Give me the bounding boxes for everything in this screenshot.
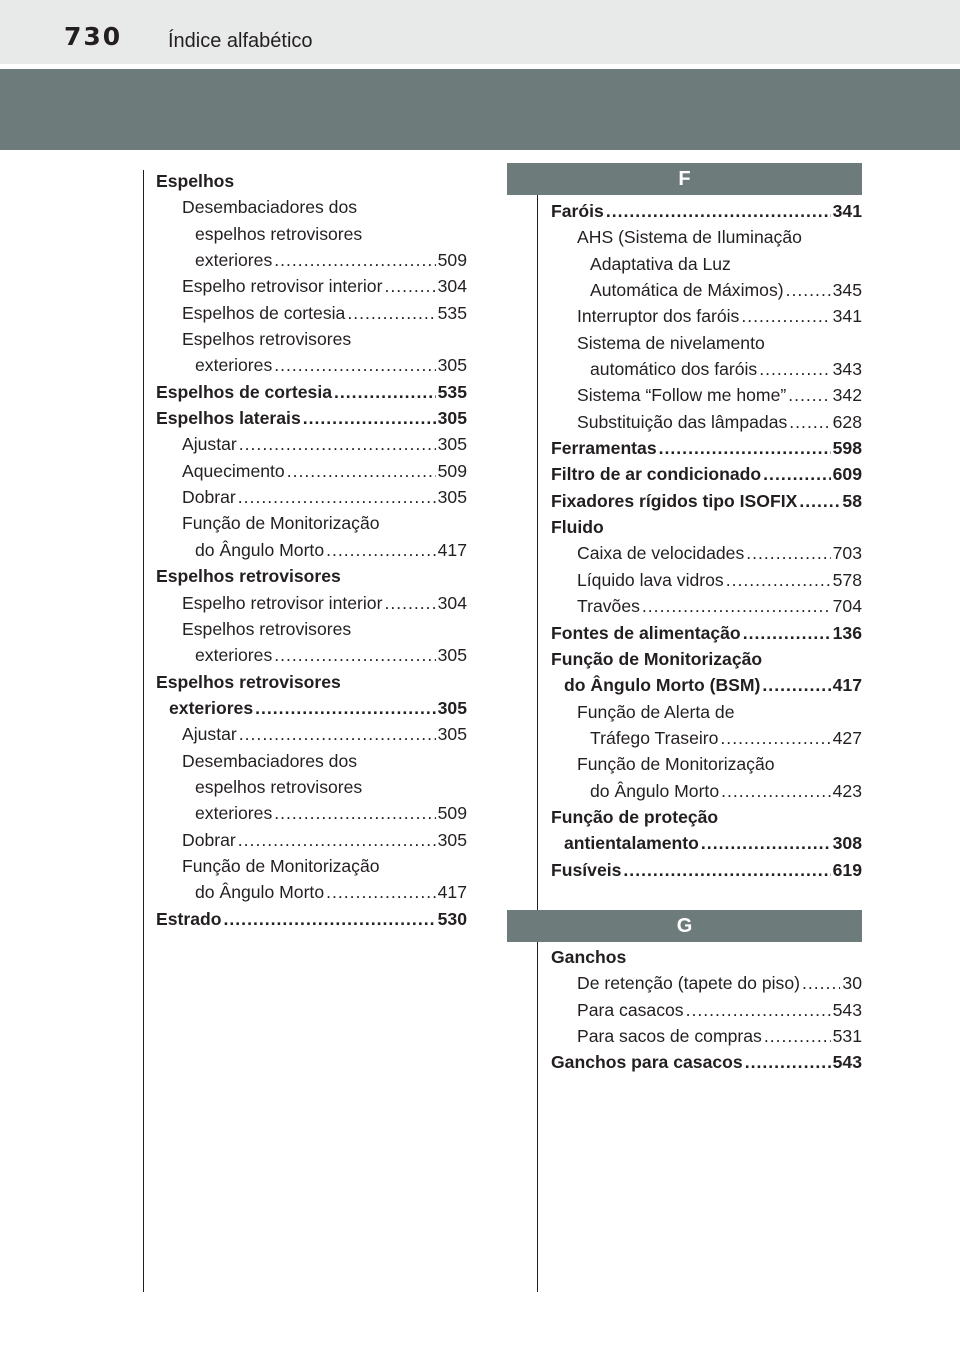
entry-text: Sistema de nivelamento: [577, 332, 765, 353]
dot-leader: [274, 800, 435, 826]
entry-text: Sistema “Follow me home”: [577, 385, 787, 406]
entry-text: do Ângulo Morto: [590, 780, 720, 801]
entry-text: Espelhos de cortesia: [182, 302, 346, 323]
entry-text: AHS (Sistema de Iluminação: [577, 227, 802, 248]
index-column-g: [551, 944, 862, 1076]
index-entry: [156, 590, 467, 616]
column-divider-left: [143, 170, 144, 1292]
entry-text: Travões: [577, 596, 640, 617]
index-entry: [551, 382, 862, 408]
index-entry: [551, 751, 862, 777]
section-header-g: [507, 910, 862, 942]
entry-page: 305: [437, 829, 467, 850]
dot-leader: [274, 247, 435, 273]
dot-leader: [746, 540, 830, 566]
entry-text: Adaptativa da Luz: [590, 253, 731, 274]
index-entry: [156, 563, 467, 589]
index-entry: [156, 352, 467, 378]
dot-leader: [721, 778, 831, 804]
index-entry: [551, 620, 862, 646]
index-entry: [156, 431, 467, 457]
index-entry: [551, 356, 862, 382]
index-entry: [551, 997, 862, 1023]
index-entry: [156, 300, 467, 326]
dot-leader: [788, 382, 830, 408]
index-entry: [551, 435, 862, 461]
dot-leader: [326, 537, 436, 563]
index-entry: [551, 461, 862, 487]
dot-leader: [239, 431, 436, 457]
index-entry: [156, 879, 467, 905]
index-entry: [156, 721, 467, 747]
dot-leader: [238, 484, 436, 510]
entry-text: Interruptor dos faróis: [577, 306, 740, 327]
section-letter: G: [676, 914, 693, 937]
entry-page: 417: [437, 539, 467, 560]
dot-leader: [224, 906, 436, 932]
entry-text: Aquecimento: [182, 460, 285, 481]
index-entry: [551, 330, 862, 356]
entry-text: De retenção (tapete do piso): [577, 973, 800, 994]
entry-page: 304: [437, 276, 467, 297]
entry-page: 509: [437, 250, 467, 271]
entry-text: Função de Monitorização: [577, 754, 775, 775]
index-entry: [551, 224, 862, 250]
dot-leader: [384, 273, 435, 299]
entry-text: Caixa de velocidades: [577, 543, 745, 564]
index-entry: [551, 970, 862, 996]
entry-page: 305: [437, 487, 467, 508]
dot-leader: [686, 997, 831, 1023]
dot-leader: [720, 725, 830, 751]
entry-text: Tráfego Traseiro: [590, 727, 719, 748]
index-entry: [551, 251, 862, 277]
entry-page: 535: [437, 381, 467, 402]
dot-leader: [789, 409, 830, 435]
dot-leader: [347, 300, 435, 326]
index-entry: [551, 804, 862, 830]
entry-text: Espelhos retrovisores: [182, 618, 352, 639]
dot-leader: [802, 970, 840, 996]
entry-page: 628: [832, 411, 862, 432]
entry-page: 417: [832, 675, 862, 696]
dot-leader: [741, 303, 830, 329]
entry-text: Para sacos de compras: [577, 1026, 762, 1047]
entry-text: Fluido: [551, 517, 604, 538]
entry-text: Dobrar: [182, 487, 236, 508]
entry-page: 342: [832, 385, 862, 406]
entry-text: Ferramentas: [551, 438, 657, 459]
dot-leader: [238, 827, 436, 853]
index-entry: [551, 540, 862, 566]
entry-text: Fusíveis: [551, 859, 622, 880]
section-header-f: [507, 163, 862, 195]
entry-text: Espelhos retrovisores: [182, 329, 352, 350]
entry-text: Espelhos de cortesia: [156, 381, 333, 402]
dot-leader: [759, 356, 830, 382]
index-entry: [551, 277, 862, 303]
entry-text: Função de proteção: [551, 806, 719, 827]
dot-leader: [743, 620, 831, 646]
entry-text: Líquido lava vidros: [577, 569, 724, 590]
index-entry: [156, 405, 467, 431]
entry-page: 543: [832, 1052, 862, 1073]
entry-page: 509: [437, 803, 467, 824]
index-entry: [551, 944, 862, 970]
entry-text: Função de Alerta de: [577, 701, 735, 722]
entry-text: Fixadores rígidos tipo ISOFIX: [551, 490, 798, 511]
index-entry: [551, 409, 862, 435]
entry-text: do Ângulo Morto: [195, 539, 325, 560]
index-entry: [551, 725, 862, 751]
entry-page: 304: [437, 592, 467, 613]
entry-page: 598: [832, 438, 862, 459]
index-entry: [156, 168, 467, 194]
entry-text: Dobrar: [182, 829, 236, 850]
entry-page: 341: [832, 306, 862, 327]
entry-text: Espelho retrovisor interior: [182, 276, 383, 297]
index-column-e: [156, 168, 467, 932]
index-entry: [551, 830, 862, 856]
entry-text: Fontes de alimentação: [551, 622, 741, 643]
entry-text: Espelhos retrovisores: [156, 671, 341, 692]
dot-leader: [623, 857, 830, 883]
entry-page: 578: [832, 569, 862, 590]
index-entry: [156, 774, 467, 800]
entry-page: 619: [832, 859, 862, 880]
entry-text: Faróis: [551, 201, 604, 221]
dot-leader: [762, 672, 830, 698]
index-entry: [551, 1049, 862, 1075]
index-entry: [156, 194, 467, 220]
entry-page: 305: [437, 408, 467, 429]
entry-text: exteriores: [195, 645, 273, 666]
entry-text: espelhos retrovisores: [195, 223, 363, 244]
entry-page: 341: [832, 201, 862, 221]
dot-leader: [274, 352, 435, 378]
page-number: 730: [64, 22, 123, 51]
entry-page: 305: [437, 355, 467, 376]
dot-leader: [701, 830, 831, 856]
header-band: [0, 0, 960, 64]
dot-leader: [726, 567, 831, 593]
entry-page: 543: [832, 999, 862, 1020]
entry-text: Função de Monitorização: [551, 648, 763, 669]
entry-page: 136: [832, 622, 862, 643]
entry-page: 345: [832, 280, 862, 301]
entry-text: Filtro de ar condicionado: [551, 464, 762, 485]
entry-page: 509: [437, 460, 467, 481]
index-entry: [156, 853, 467, 879]
index-entry: [156, 800, 467, 826]
index-entry: [156, 247, 467, 273]
index-entry: [156, 906, 467, 932]
dot-leader: [786, 277, 831, 303]
section-letter: F: [678, 167, 691, 190]
index-entry: [551, 488, 862, 514]
index-entry: [551, 699, 862, 725]
dot-leader: [384, 590, 435, 616]
entry-page: 343: [832, 359, 862, 380]
entry-page: 305: [437, 697, 467, 718]
index-entry: [156, 484, 467, 510]
entry-page: 703: [832, 543, 862, 564]
index-entry: [156, 537, 467, 563]
page-title: Índice alfabético: [168, 30, 313, 52]
index-entry: [156, 221, 467, 247]
entry-text: Ajustar: [182, 724, 237, 745]
entry-page: 308: [832, 833, 862, 854]
index-entry: [156, 695, 467, 721]
dot-leader: [764, 1023, 831, 1049]
entry-text: automático dos faróis: [590, 359, 758, 380]
entry-page: 30: [842, 973, 862, 994]
dot-leader: [326, 879, 436, 905]
entry-page: 58: [842, 490, 862, 511]
index-entry: [156, 273, 467, 299]
entry-page: 609: [832, 464, 862, 485]
entry-text: Ganchos: [551, 947, 627, 967]
index-entry: [551, 1023, 862, 1049]
index-entry: [551, 778, 862, 804]
index-entry: [551, 198, 862, 224]
index-entry: [551, 857, 862, 883]
index-entry: [156, 642, 467, 668]
dot-leader: [745, 1049, 831, 1075]
dot-leader: [763, 461, 830, 487]
entry-text: Desembaciadores dos: [182, 197, 358, 218]
index-entry: [156, 669, 467, 695]
entry-text: exteriores: [195, 250, 273, 271]
entry-page: 427: [832, 727, 862, 748]
entry-text: Função de Monitorização: [182, 855, 380, 876]
dot-leader: [239, 721, 436, 747]
index-entry: [156, 616, 467, 642]
index-entry: [551, 514, 862, 540]
index-column-f: [551, 198, 862, 883]
entry-text: Substituição das lâmpadas: [577, 411, 788, 432]
dot-leader: [334, 379, 436, 405]
entry-text: Função de Monitorização: [182, 513, 380, 534]
entry-text: Ganchos para casacos: [551, 1052, 743, 1073]
entry-text: espelhos retrovisores: [195, 776, 363, 797]
entry-page: 305: [437, 645, 467, 666]
entry-text: Estrado: [156, 908, 222, 929]
entry-text: Espelhos: [156, 171, 235, 191]
entry-text: Para casacos: [577, 999, 684, 1020]
entry-text: Desembaciadores dos: [182, 750, 358, 771]
entry-page: 535: [437, 302, 467, 323]
dot-leader: [274, 642, 435, 668]
column-divider-right: [537, 195, 538, 1292]
index-entry: [551, 567, 862, 593]
entry-text: antientalamento: [564, 833, 699, 854]
index-entry: [156, 326, 467, 352]
entry-page: 417: [437, 882, 467, 903]
entry-page: 704: [832, 596, 862, 617]
entry-text: Espelhos retrovisores: [156, 566, 341, 587]
index-entry: [551, 646, 862, 672]
entry-page: 530: [437, 908, 467, 929]
entry-text: Espelhos laterais: [156, 408, 301, 429]
dot-leader: [606, 198, 831, 224]
dot-leader: [287, 458, 436, 484]
index-entry: [551, 593, 862, 619]
entry-text: exteriores: [169, 697, 254, 718]
index-entry: [551, 672, 862, 698]
dot-leader: [255, 695, 436, 721]
dot-leader: [799, 488, 840, 514]
entry-text: do Ângulo Morto (BSM): [564, 675, 761, 696]
index-entry: [156, 748, 467, 774]
entry-text: do Ângulo Morto: [195, 882, 325, 903]
dot-leader: [659, 435, 831, 461]
entry-text: Automática de Máximos): [590, 280, 784, 301]
entry-page: 531: [832, 1026, 862, 1047]
entry-text: Ajustar: [182, 434, 237, 455]
index-entry: [551, 303, 862, 329]
dot-leader: [303, 405, 436, 431]
dot-leader: [642, 593, 831, 619]
index-entry: [156, 379, 467, 405]
entry-text: Espelho retrovisor interior: [182, 592, 383, 613]
entry-text: exteriores: [195, 803, 273, 824]
index-entry: [156, 827, 467, 853]
entry-text: exteriores: [195, 355, 273, 376]
entry-page: 423: [832, 780, 862, 801]
index-entry: [156, 458, 467, 484]
entry-page: 305: [437, 724, 467, 745]
index-entry: [156, 510, 467, 536]
entry-page: 305: [437, 434, 467, 455]
decorative-banner: [0, 69, 960, 150]
